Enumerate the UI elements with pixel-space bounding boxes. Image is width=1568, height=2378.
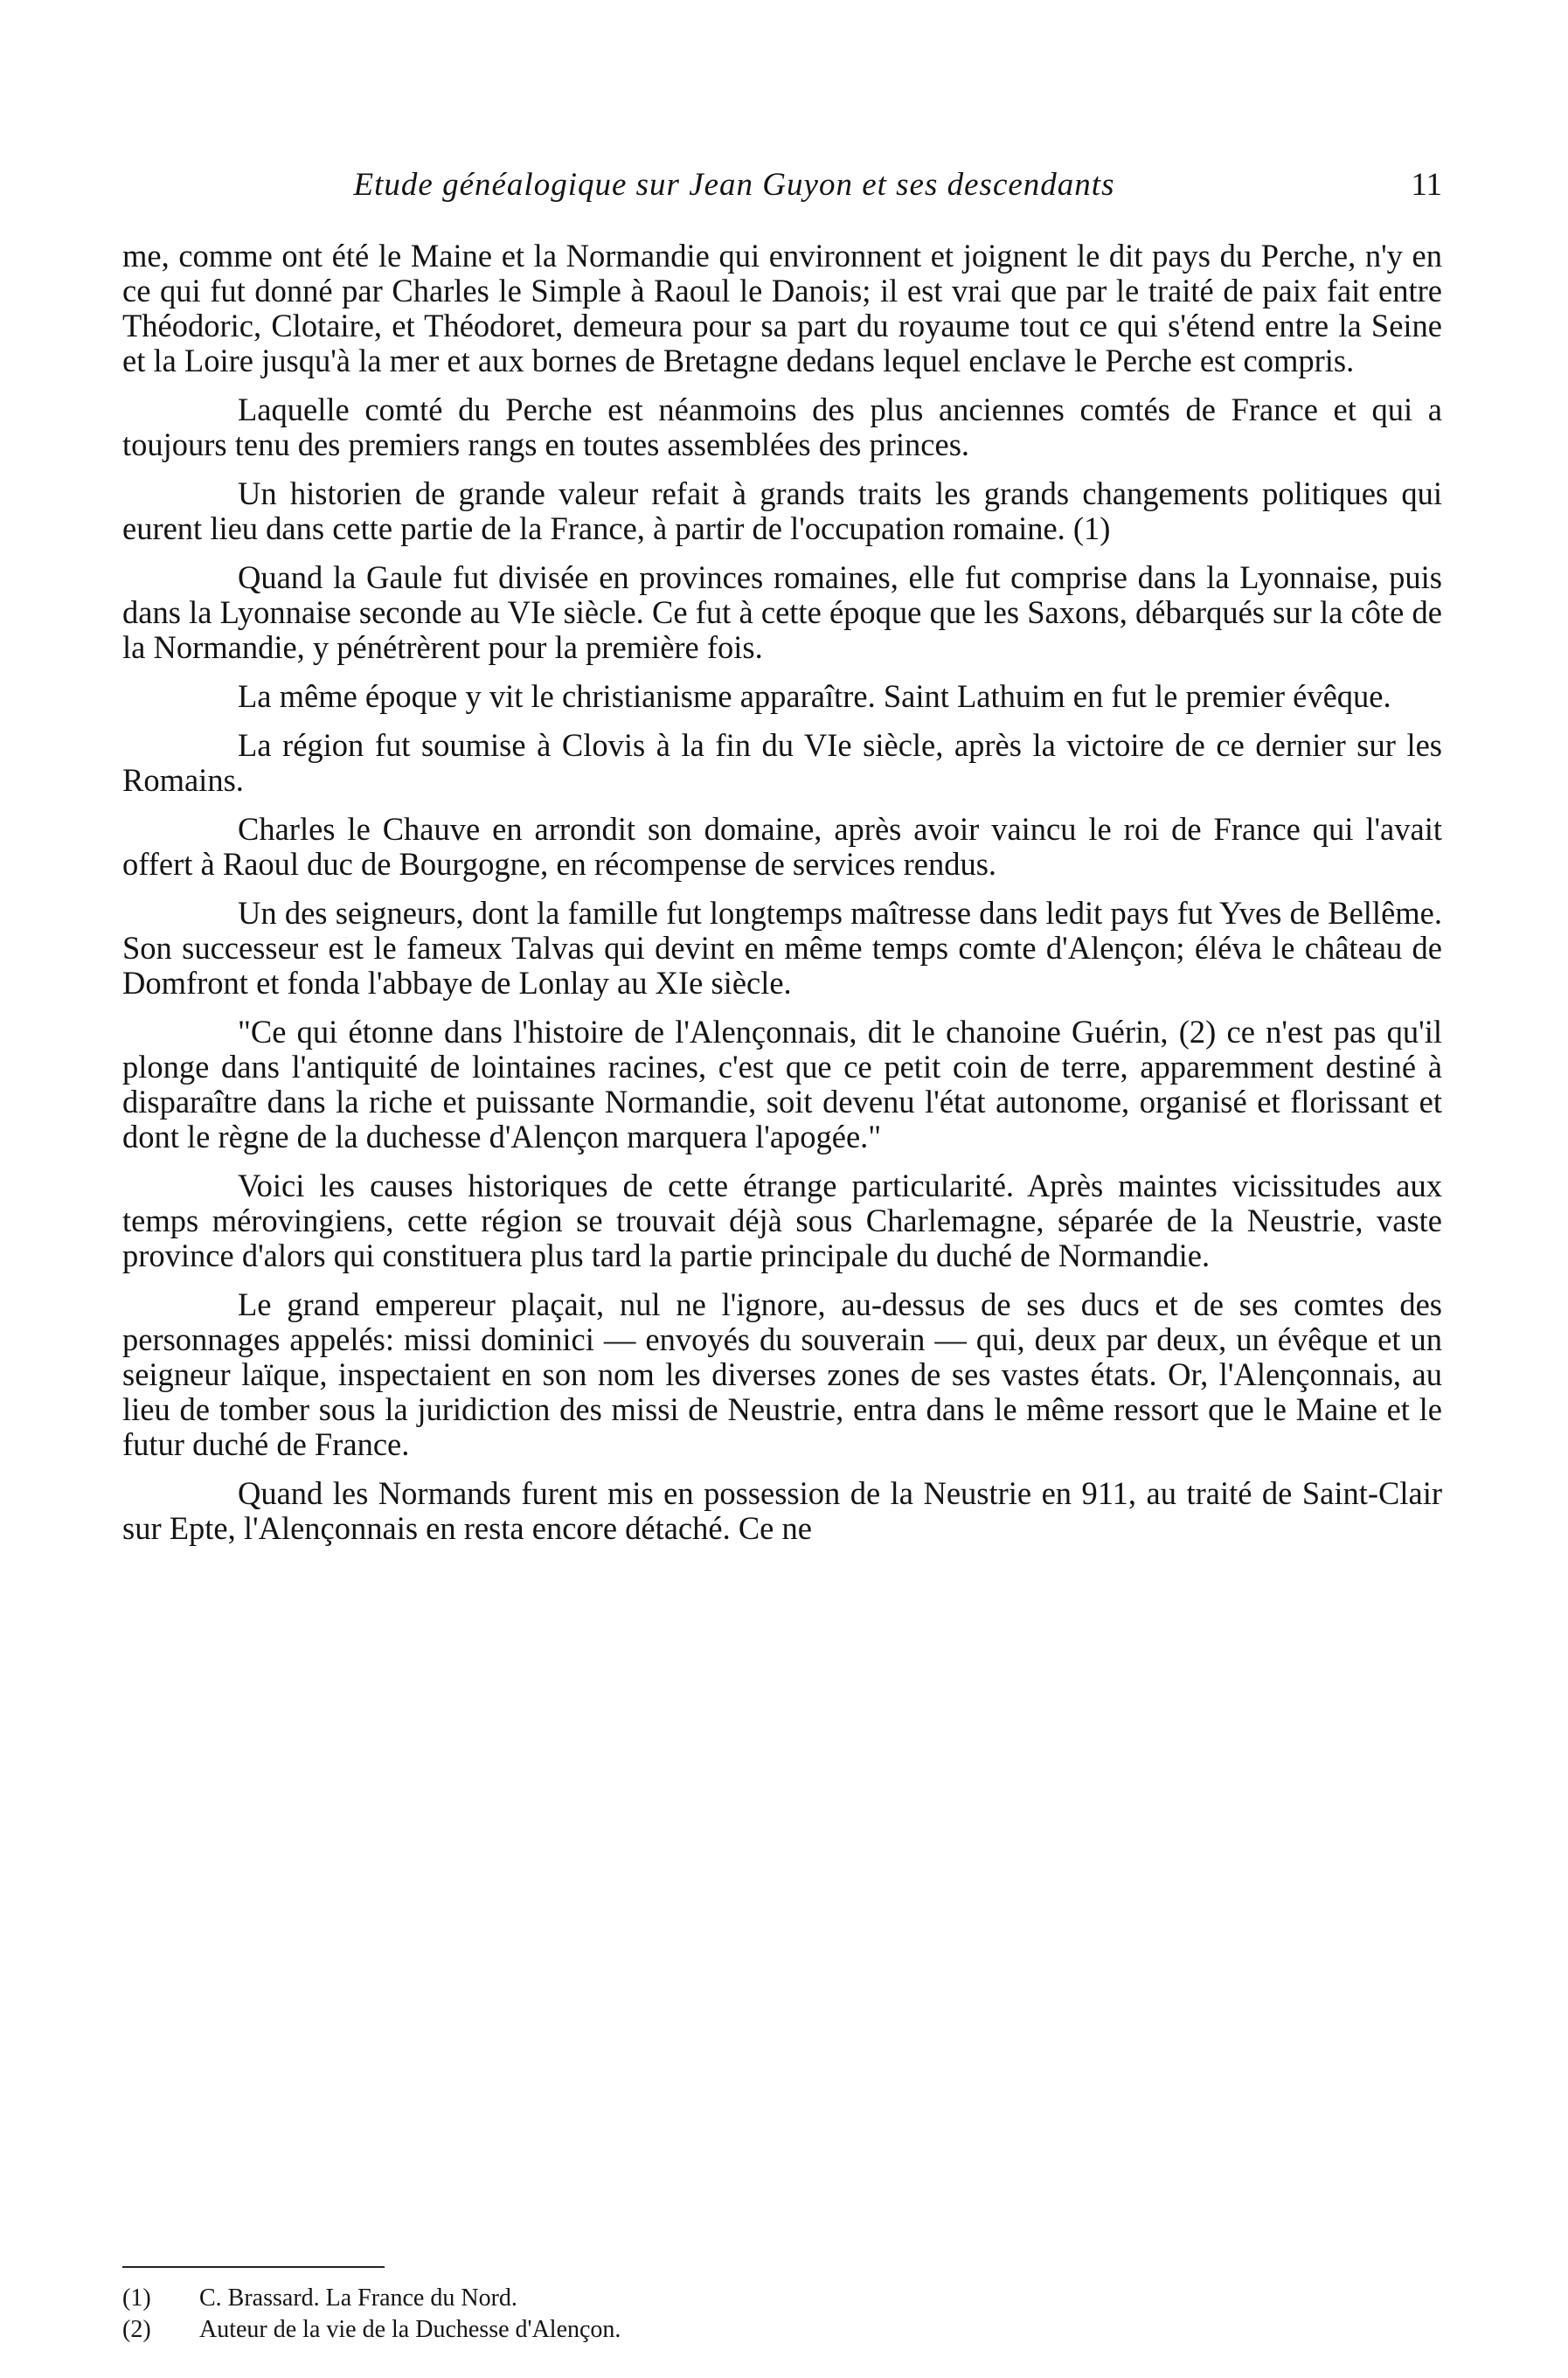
paragraph: Un des seigneurs, dont la famille fut longtemps maîtresse dans ledit pays fut Yves de Bellême. Son successeur est le fameux Talvas qui devint en même temps comte d'Alençon; éléva le château de Domfront et fonda l'abbaye de Lonlay au XIe siècle.	[122, 895, 1442, 1001]
footnote-divider	[122, 2266, 385, 2268]
paragraph: La région fut soumise à Clovis à la fin du VIe siècle, après la victoire de ce dernier sur les Romains.	[122, 727, 1442, 798]
paragraph: Un historien de grande valeur refait à grands traits les grands changements politiques qui eurent lieu dans cette partie de la France, à partir de l'occupation romaine. (1)	[122, 475, 1442, 546]
footnote-text: Auteur de la vie de la Duchesse d'Alençon.	[199, 2316, 621, 2343]
footnote-number: (1)	[122, 2284, 151, 2312]
page-number: 11	[1411, 167, 1442, 203]
footnote	[122, 2283, 1171, 2314]
paragraph: me, comme ont été le Maine et la Normandie qui environnent et joignent le dit pays du Perche, n'y en ce qui fut donné par Charles le Simple à Raoul le Danois; il est vrai que par le traité de paix fait entre Théodoric, Clotaire, et Théodoret, demeura pour sa part du royaume tout ce qui s'étend entre la Seine et la Loire jusqu'à la mer et aux bornes de Bretagne dedans lequel enclave le Perche est compris.	[122, 238, 1442, 378]
running-title: Etude généalogique sur Jean Guyon et ses descendants	[353, 167, 1115, 203]
footnotes	[122, 2283, 1171, 2346]
paragraph: Le grand empereur plaçait, nul ne l'ignore, au-dessus de ses ducs et de ses comtes des personnages appelés: missi dominici — envoyés du souverain — qui, deux par deux, un évêque et un seigneur laïque, inspectaient en son nom les diverses zones de ses vastes états. Or, l'Alençonnais, au lieu de tomber sous la juridiction des missi de Neustrie, entra dans le même ressort que le Maine et le futur duché de France.	[122, 1286, 1442, 1462]
footnote-text: C. Brassard. La France du Nord.	[199, 2284, 517, 2312]
paragraph: La même époque y vit le christianisme apparaître. Saint Lathuim en fut le premier évêque.	[238, 678, 1391, 714]
paragraph: "Ce qui étonne dans l'histoire de l'Alençonnais, dit le chanoine Guérin, (2) ce n'est pas qu'il plonge dans l'antiquité de lointaines racines, c'est que ce petit coin de terre, apparemment destiné à disparaître dans la riche et puissante Normandie, soit devenu l'état autonome, organisé et florissant et dont le règne de la duchesse d'Alençon marquera l'apogée."	[122, 1014, 1442, 1154]
body-text	[122, 239, 1442, 1560]
paragraph: Laquelle comté du Perche est néanmoins des plus anciennes comtés de France et qui a toujours tenu des premiers rangs en toutes assemblées des princes.	[122, 392, 1442, 462]
page-header	[122, 166, 1442, 218]
paragraph: Charles le Chauve en arrondit son domaine, après avoir vaincu le roi de France qui l'avait offert à Raoul duc de Bourgogne, en récompense de services rendus.	[122, 811, 1442, 882]
paragraph: Quand la Gaule fut divisée en provinces romaines, elle fut comprise dans la Lyonnaise, puis dans la Lyonnaise seconde au VIe siècle. Ce fut à cette époque que les Saxons, débarqués sur la côte de la Normandie, y pénétrèrent pour la première fois.	[122, 559, 1442, 665]
footnote	[122, 2314, 1171, 2346]
paragraph: Quand les Normands furent mis en possession de la Neustrie en 911, au traité de Saint-Clair sur Epte, l'Alençonnais en resta encore détaché. Ce ne	[122, 1475, 1442, 1546]
footnote-number: (2)	[122, 2316, 151, 2343]
paragraph: Voici les causes historiques de cette étrange particularité. Après maintes vicissitudes aux temps mérovingiens, cette région se trouvait déjà sous Charlemagne, séparée de la Neustrie, vaste province d'alors qui constituera plus tard la partie principale du duché de Normandie.	[122, 1168, 1442, 1273]
